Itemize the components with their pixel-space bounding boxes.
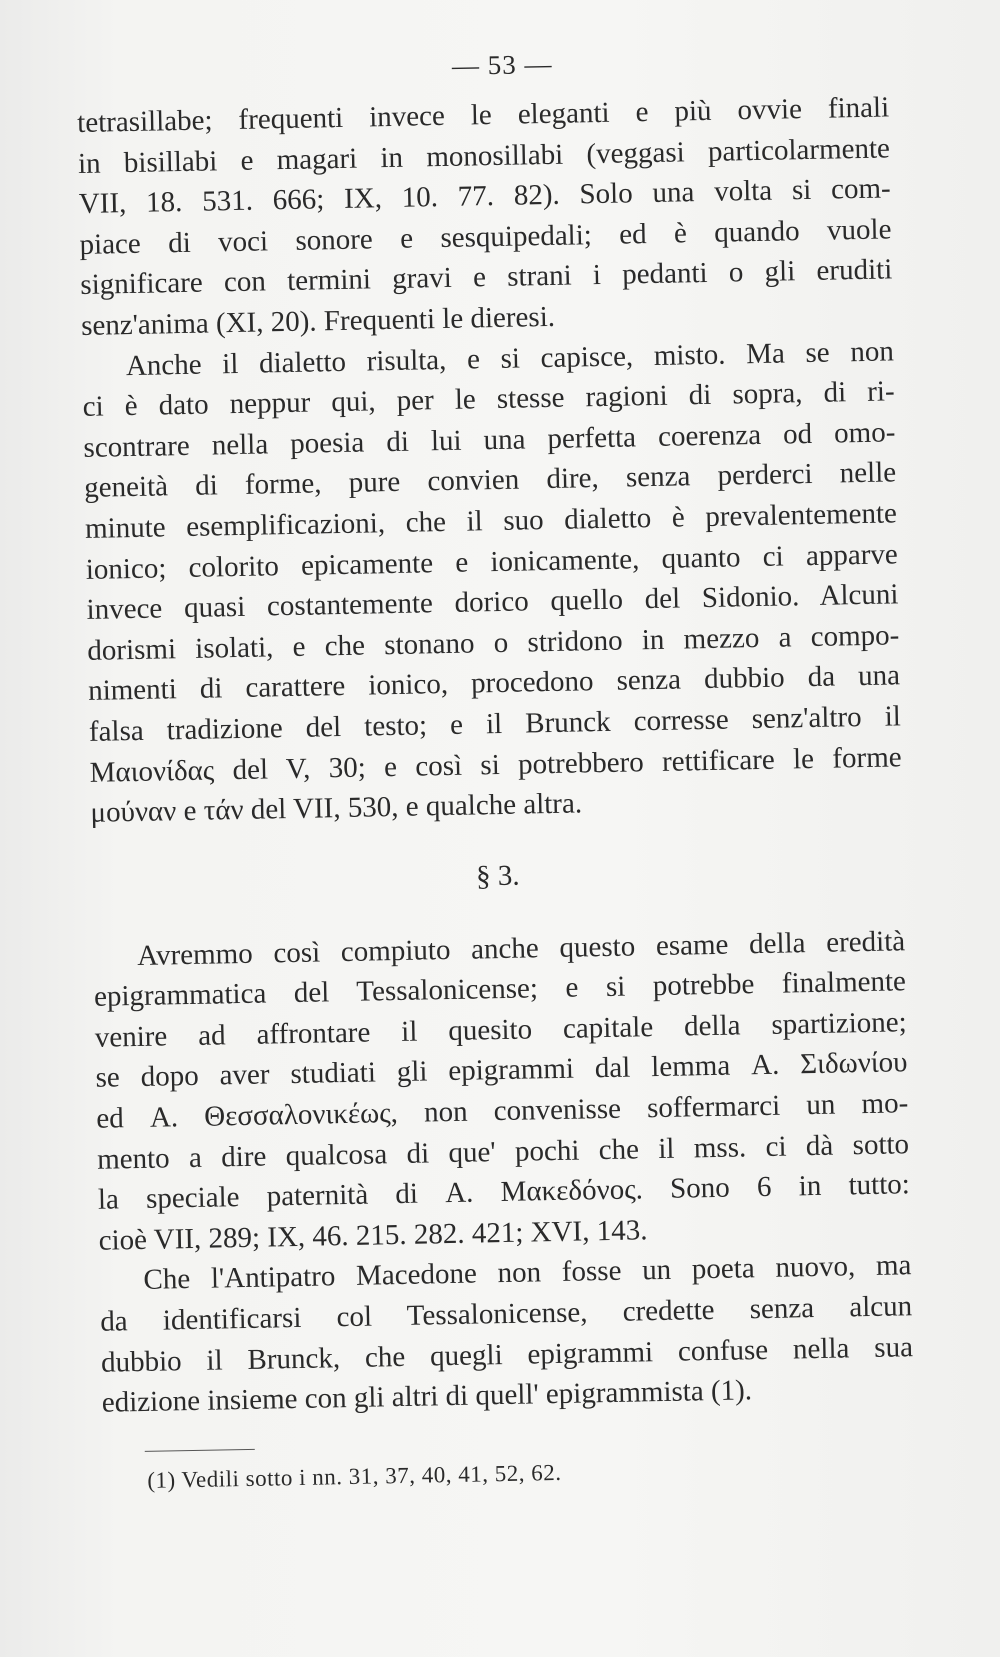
text-line: ed Α. Θεσσαλονικέως, non convenisse soffermarci un mo- [96, 1087, 909, 1135]
text-line: μούναν e τάν del VII, 530, e qualche altra. [90, 787, 583, 829]
text-line: scontrare nella poesia di lui una perfetta coerenza od omo- [83, 416, 896, 464]
page-number: — 53 — [451, 48, 553, 81]
text-line: falsa tradizione del testo; e il Brunck corresse senz'altro il [88, 700, 902, 748]
text-line: in bisillabi e magari in monosillabi (veggasi particolarmente [77, 131, 891, 180]
text-line: Μαιονίδας del V, 30; e così si potrebbero rettificare le forme [89, 740, 902, 789]
footnote: (1) Vedili sotto i nn. 31, 37, 40, 41, 52, 62. [147, 1459, 562, 1493]
text-line: piace di voci sonore e sesquipedali; ed è quando vuole [79, 213, 892, 261]
text-line: Avremmo così compiuto anche questo esame della eredità [136, 924, 906, 972]
text-line: la speciale paternità di Α. Μακεδόνος. Sono 6 in tutto: [97, 1168, 911, 1217]
text-line: geneità di forme, pure convien dire, senza perderci nelle [83, 456, 897, 505]
text-line: se dopo aver studiati gli epigrammi dal lemma Α. Σιδωνίου [95, 1046, 908, 1095]
text-line: dubbio il Brunck, che quegli epigrammi confuse nella sua [100, 1330, 914, 1379]
text-line: mento a dire qualcosa di que' pochi che il mss. ci dà sotto [96, 1127, 910, 1176]
text-line: epigrammatica del Tessalonicense; e si potrebbe finalmente [93, 965, 907, 1014]
text-block [76, 42, 915, 1494]
text-line: dorismi isolati, e che stonano o stridono in mezzo a compo- [87, 619, 900, 667]
text-line: invece quasi costantemente dorico quello del Sidonio. Alcuni [86, 578, 899, 627]
text-line: minute esemplificazioni, che il suo dialetto è prevalentemente [84, 497, 898, 545]
text-line: tetrasillabe; frequenti invece le eleganti e più ovvie finali [76, 91, 890, 139]
footnote-divider [145, 1449, 255, 1452]
paragraph-2 [82, 331, 903, 834]
text-line: cioè VII, 289; IX, 46. 215. 282. 421; XVI, 143. [98, 1214, 648, 1257]
text-line: significare con termini gravi e strani i pedanti o gli eruditi [80, 253, 893, 302]
text-line: Anche il dialetto risulta, e si capisce, misto. Ma se non [125, 334, 895, 382]
text-line: da identificarsi col Tessalonicense, credette senza alcun [99, 1290, 913, 1338]
paragraph-4 [99, 1246, 914, 1424]
paragraph-3 [93, 921, 911, 1261]
text-line: ionico; colorito epicamente e ionicamente, quanto ci apparve [85, 537, 898, 586]
text-line: venire ad affrontare il quesito capitale della spartizione; [94, 1006, 907, 1054]
text-line: VII, 18. 531. 666; IX, 10. 77. 82). Solo una volta si com- [78, 172, 891, 221]
text-line: nimenti di carattere ionico, procedono senza dubbio da una [87, 659, 901, 708]
text-line: Che l'Antipatro Macedone non fosse un poeta nuovo, ma [143, 1249, 912, 1297]
paragraph-1 [77, 87, 894, 346]
text-line: senz'anima (XI, 20). Frequenti le dieresi. [80, 300, 556, 342]
text-line: edizione insieme con gli altri di quell' epigrammista (1). [101, 1374, 753, 1419]
text-line: ci è dato neppur qui, per le stesse ragioni di sopra, di ri- [82, 375, 895, 424]
section-heading: § 3. [475, 859, 520, 893]
